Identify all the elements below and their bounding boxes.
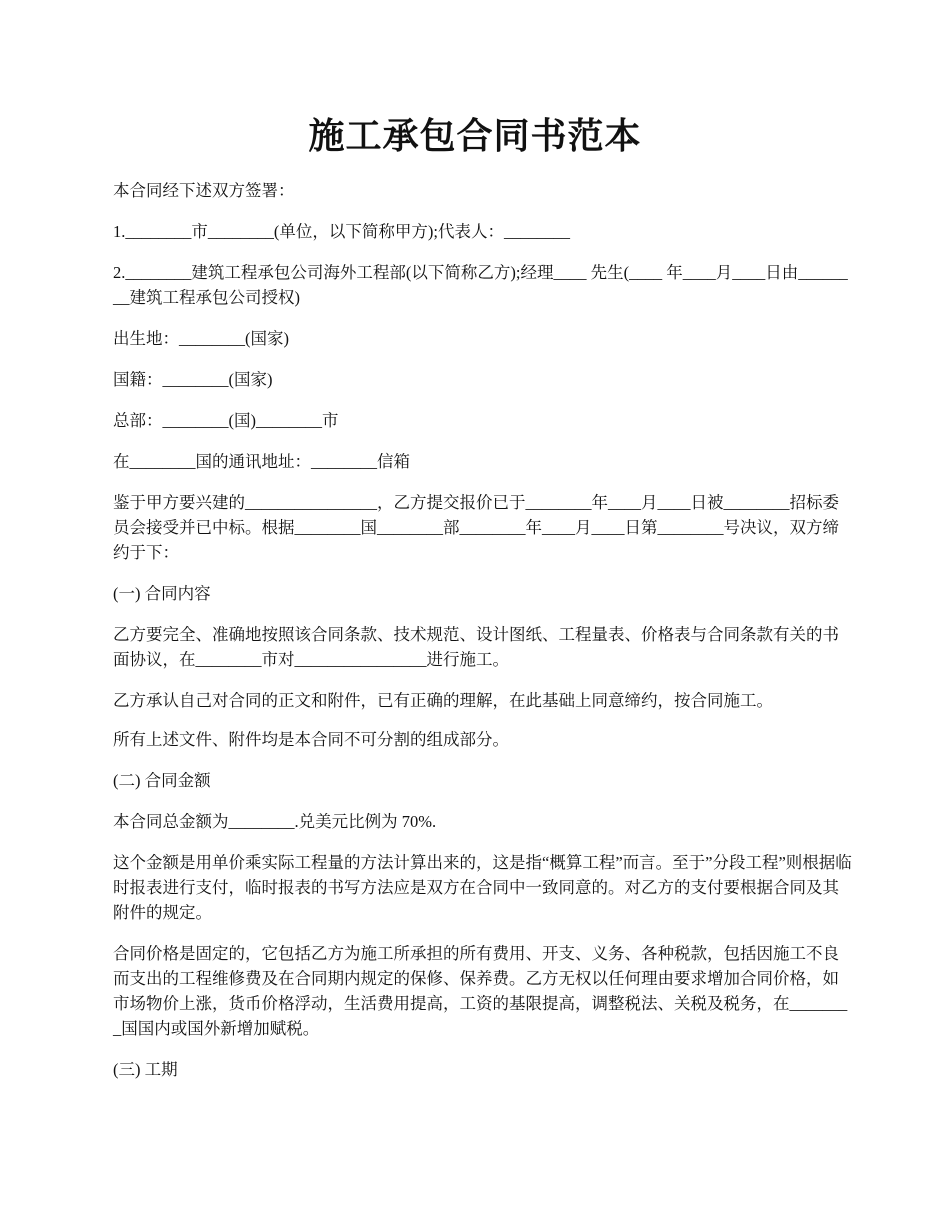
paragraph-fixed-price: 合同价格是固定的，它包括乙方为施工所承担的所有费用、开支、义务、各种税款，包括因施工不良而支出的工程维修费及在合同期内规定的保修、保养费。乙方无权以任何理由要求增加合同价格，如市场物价上涨，货币价格浮动，生活费用提高，工资的基限提高，调整税法、关税及税务，在________国国内或国外新增加赋税。 [113, 944, 848, 1038]
paragraph-understanding: 乙方承认自己对合同的正文和附件，已有正确的理解，在此基础上同意缔约，按合同施工。 [113, 691, 773, 710]
paragraph-address: 在________国的通讯地址：________信箱 [113, 452, 410, 471]
paragraph-party-a: 1.________市________(单位，以下简称甲方);代表人：________ [113, 222, 570, 241]
paragraph-recital: 鉴于甲方要兴建的________________，乙方提交报价已于________年____月____日被________招标委员会接受并已中标。根据________国________部________年____月____日第________号决议，双方缔约于下： [113, 493, 839, 562]
paragraph-calculation: 这个金额是用单价乘实际工程量的方法计算出来的，这是指“概算工程”而言。至于”分段工程”则根据临时报表进行支付，临时报表的书写方法应是双方在合同中一致同意的。对乙方的支付要根据合同及其附件的规定。 [113, 853, 852, 922]
document-body [113, 178, 853, 1098]
paragraph-nationality: 国籍：________(国家) [113, 370, 273, 389]
section-heading-contract-content: (一) 合同内容 [113, 584, 211, 603]
paragraph-total-amount: 本合同总金额为________.兑美元比例为 70%. [113, 812, 437, 831]
document-title: 施工承包合同书范本 [308, 116, 642, 156]
paragraph-party-b: 2.________建筑工程承包公司海外工程部(以下简称乙方);经理____ 先生(____ 年____月____日由________建筑工程承包公司授权) [113, 263, 848, 307]
paragraph-headquarters: 总部：________(国)________市 [113, 411, 339, 430]
section-heading-contract-amount: (二) 合同金额 [113, 771, 211, 790]
paragraph-intro: 本合同经下述双方签署： [113, 181, 295, 200]
paragraph-contract-content: 乙方要完全、准确地按照该合同条款、技术规范、设计图纸、工程量表、价格表与合同条款有关的书面协议，在________市对________________进行施工。 [113, 625, 839, 669]
paragraph-birthplace: 出生地：________(国家) [113, 329, 289, 348]
paragraph-attachments: 所有上述文件、附件均是本合同不可分割的组成部分。 [113, 730, 509, 749]
section-heading-duration: (三) 工期 [113, 1060, 178, 1079]
